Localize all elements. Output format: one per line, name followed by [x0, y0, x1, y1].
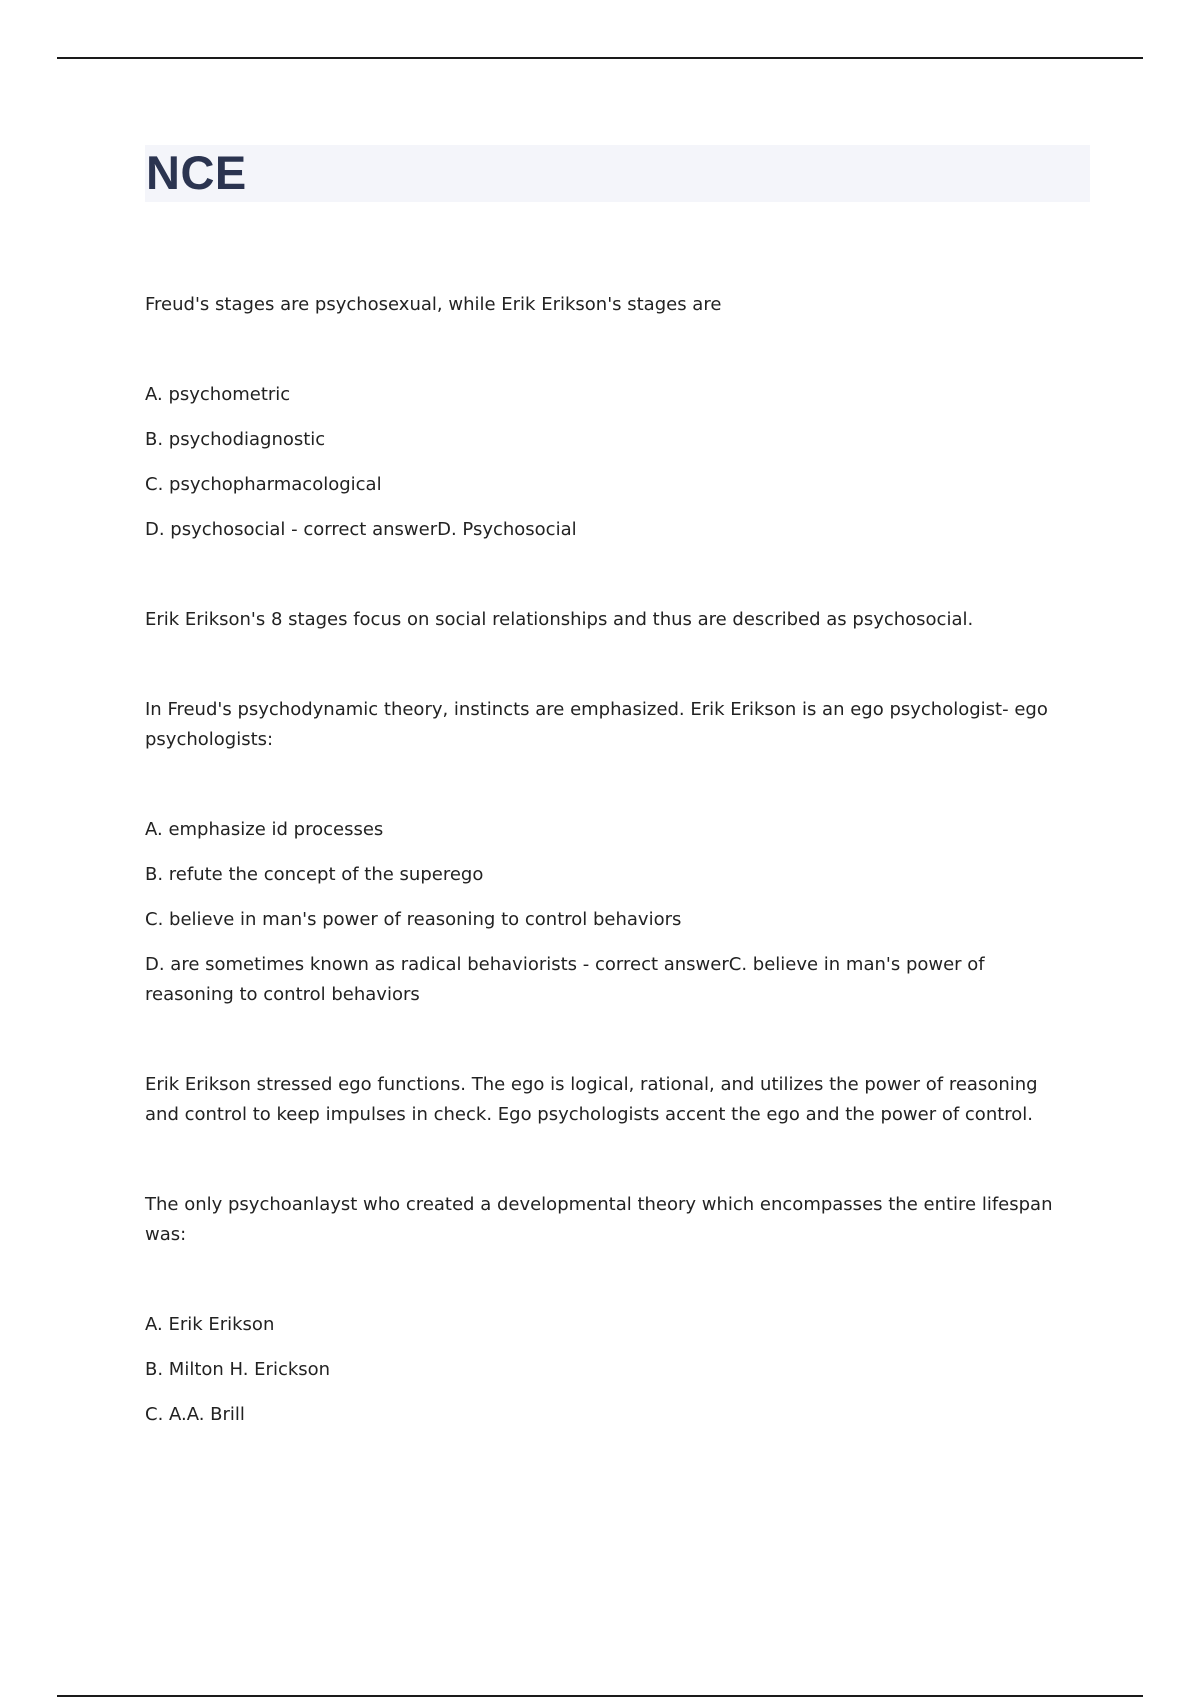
question-1-option-b: B. psychodiagnostic	[145, 429, 326, 450]
question-3-option-a: A. Erik Erikson	[145, 1314, 275, 1335]
question-2-option-a: A. emphasize id processes	[145, 819, 384, 840]
question-2: In Freud's psychodynamic theory, instincts are emphasized. Erik Erikson is an ego psychologist- ego psychologists:	[145, 699, 1048, 750]
question-2-option-d-answer: D. are sometimes known as radical behaviorists - correct answerC. believe in man's power of reasoning to control behaviors	[145, 954, 985, 1005]
question-3: The only psychoanlayst who created a developmental theory which encompasses the entire lifespan was:	[145, 1194, 1053, 1245]
top-rule	[57, 57, 1143, 59]
document-body	[145, 290, 1075, 1430]
question-1-option-d-answer: D. psychosocial - correct answerD. Psychosocial	[145, 519, 577, 540]
question-3-option-c: C. A.A. Brill	[145, 1404, 245, 1425]
page-title: NCE	[146, 146, 247, 199]
question-2-option-c: C. believe in man's power of reasoning to control behaviors	[145, 909, 682, 930]
title-band	[145, 145, 1090, 202]
question-2-explanation: Erik Erikson stressed ego functions. The ego is logical, rational, and utilizes the power of reasoning and control to keep impulses in check. Ego psychologists accent the ego and the power of control.	[145, 1074, 1038, 1125]
question-2-option-b: B. refute the concept of the superego	[145, 864, 484, 885]
bottom-rule	[57, 1695, 1143, 1697]
question-1: Freud's stages are psychosexual, while Erik Erikson's stages are	[145, 294, 722, 315]
question-1-option-a: A. psychometric	[145, 384, 291, 405]
question-1-explanation: Erik Erikson's 8 stages focus on social relationships and thus are described as psychosocial.	[145, 609, 974, 630]
question-1-option-c: C. psychopharmacological	[145, 474, 382, 495]
question-3-option-b: B. Milton H. Erickson	[145, 1359, 331, 1380]
